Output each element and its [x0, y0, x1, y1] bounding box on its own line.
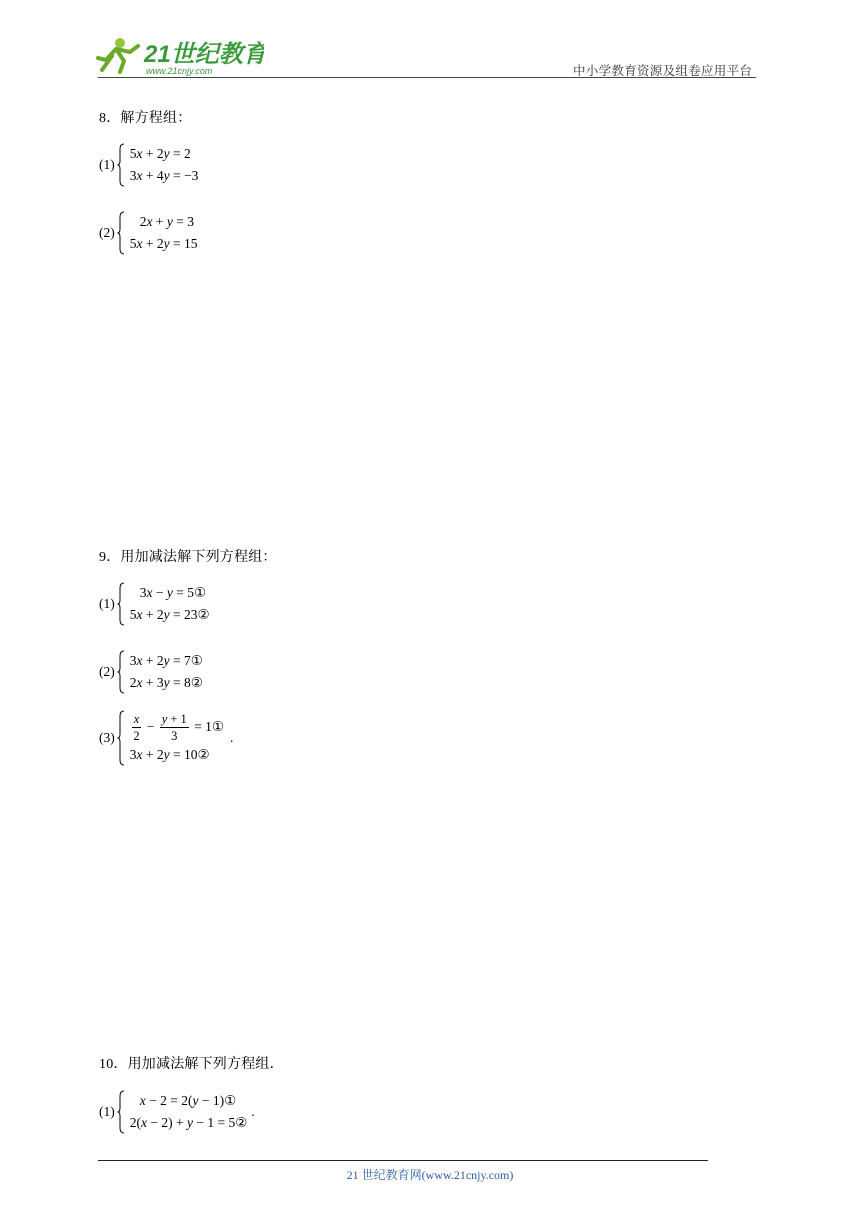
left-brace-icon — [117, 582, 125, 626]
left-brace-icon — [117, 211, 125, 255]
equation-2: 2(x − 2) + y − 1 = 5② — [129, 1115, 248, 1130]
question-9-title: 9．用加减法解下列方程组： — [99, 550, 277, 565]
part-number: (1) — [99, 157, 115, 172]
equation-2: 5x + 2y = 15 — [129, 236, 198, 251]
q8-system-2 — [99, 211, 198, 255]
equation-1: $\frac{x}{2}$ − $\frac{y + 1}{3}$ = 1① — [133, 711, 225, 744]
question-10-title: 10．用加减法解下列方程组． — [99, 1057, 284, 1072]
equation-2: 3x + 2y = 10② — [129, 747, 210, 762]
trailing-period: . — [230, 730, 234, 745]
left-brace-icon — [117, 650, 125, 694]
q9-system-2 — [99, 650, 203, 694]
part-number: (3) — [99, 730, 115, 745]
header-divider — [98, 77, 756, 78]
part-number: (1) — [99, 596, 115, 611]
equation-2: 3x + 4y = −3 — [129, 168, 199, 183]
question-8-title: 8．解方程组： — [99, 111, 192, 126]
equation-1: 5x + 2y = 2 — [129, 146, 191, 161]
svg-text:21世纪教育: 21世纪教育 — [144, 41, 264, 68]
q8-system-1 — [99, 143, 198, 187]
part-number: (1) — [99, 1104, 115, 1119]
q10-system-1 — [99, 1090, 255, 1134]
q9-system-3 — [99, 710, 233, 766]
fraction: $\frac{x}{2}$ — [133, 711, 140, 744]
part-number: (2) — [99, 225, 115, 240]
site-logo — [94, 34, 264, 80]
equation-1: 3x − y = 5① — [139, 585, 207, 600]
footer-link[interactable]: 21 世纪教育网(www.21cnjy.com) — [346, 1168, 514, 1182]
equation-2: 2x + 3y = 8② — [129, 675, 203, 690]
left-brace-icon — [117, 143, 125, 187]
equation-1: 2x + y = 3 — [139, 214, 194, 229]
equation-2: 5x + 2y = 23② — [129, 607, 210, 622]
left-brace-icon — [117, 1090, 125, 1134]
svg-text:www.21cnjy.com: www.21cnjy.com — [146, 66, 213, 76]
q9-system-1 — [99, 582, 210, 626]
equation-1: 3x + 2y = 7① — [129, 653, 203, 668]
part-number: (2) — [99, 664, 115, 679]
fraction: $\frac{y + 1}{3}$ — [161, 711, 187, 744]
equation-1: x − 2 = 2(y − 1)① — [139, 1093, 237, 1108]
platform-title: 中小学教育资源及组卷应用平台 — [573, 64, 753, 78]
left-brace-icon — [117, 710, 125, 766]
runner-icon — [98, 38, 138, 72]
footer-divider — [98, 1160, 708, 1161]
trailing-period: . — [251, 1104, 255, 1119]
